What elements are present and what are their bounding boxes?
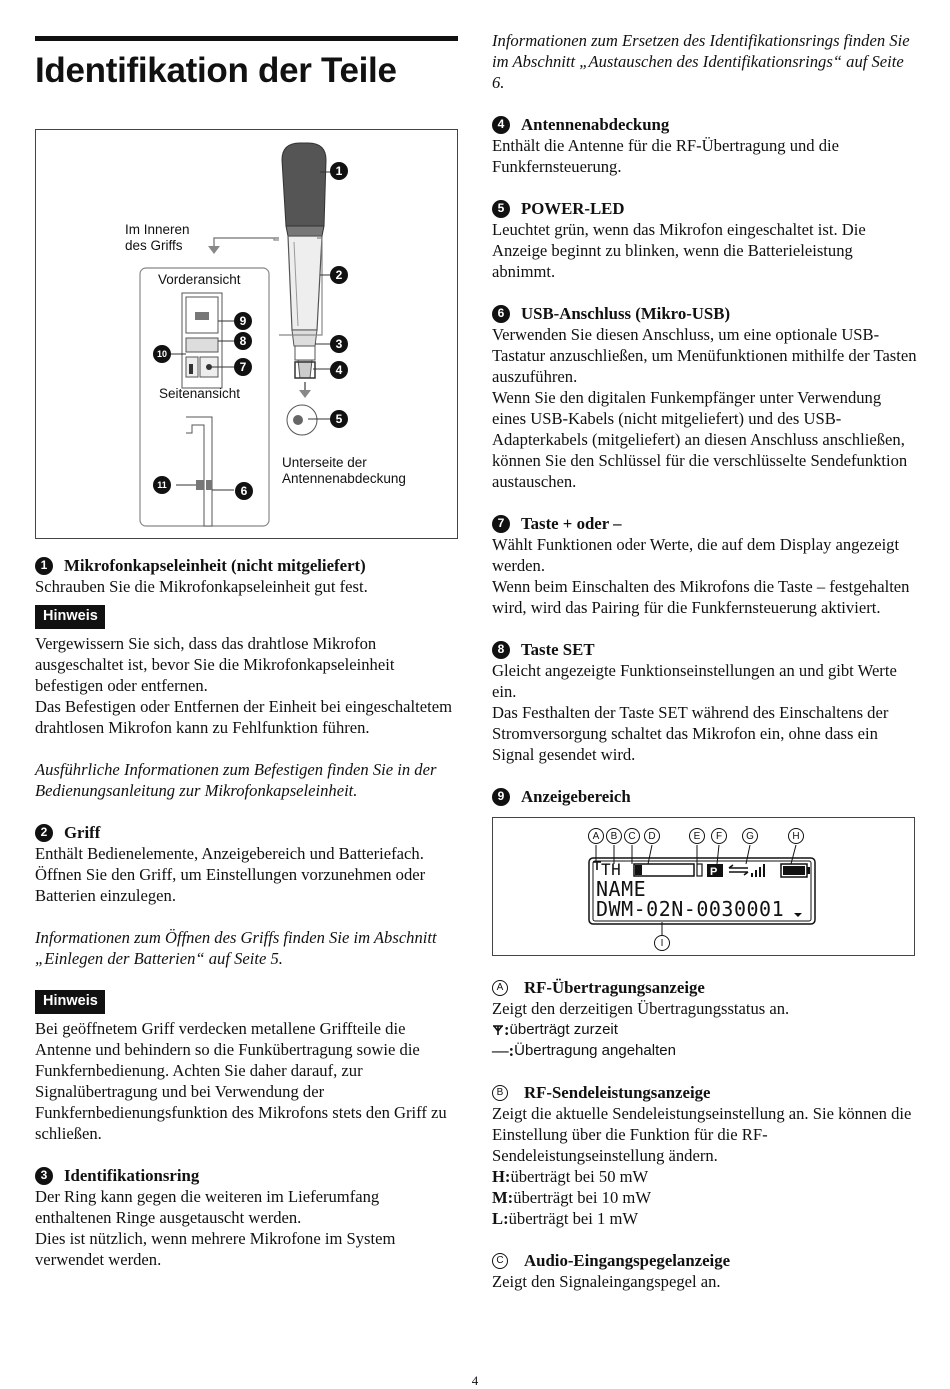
display-callout-d: D (644, 828, 660, 844)
lcd-line-0: TH (601, 860, 622, 879)
antenna-icon (492, 1023, 504, 1037)
section-3-title: Identifikationsring (64, 1166, 200, 1185)
num-badge-5: 5 (492, 200, 510, 218)
legend-power-h (492, 1166, 917, 1187)
callout-5: 5 (330, 410, 348, 428)
section-5-heading (492, 198, 917, 219)
microphone-figure (35, 129, 458, 539)
num-badge-3: 3 (35, 1167, 53, 1185)
right-column (492, 30, 917, 1292)
left-column (35, 30, 458, 1270)
num-badge-2: 2 (35, 824, 53, 842)
title-rule (35, 36, 458, 41)
callout-9: 9 (234, 312, 252, 330)
section-8-title: Taste SET (521, 640, 595, 659)
section-8-text: Gleicht angezeigte Funktionseinstellungen an und gibt Werte ein. Das Festhalten der Taste SET während des Einschaltens der Stromversorgung schaltet das Mikrofon ein, ohne dass ein Signal gesendet wird. (492, 661, 897, 764)
section-c-title: Audio-Eingangspegelanzeige (524, 1251, 731, 1270)
label-bottom-antenna: Unterseite der Antennenabdeckung (282, 455, 406, 486)
callout-3: 3 (330, 335, 348, 353)
section-2-heading (35, 822, 458, 843)
section-6-text: Verwenden Sie diesen Anschluss, um eine optionale USB-Tastatur anzuschließen, um Menüfunktionen mithilfe der Tasten auszuführen. Wenn Sie den digitalen Funkempfänger unter Verwendung eines USB-Kabels (nicht mitgeliefert) und des USB-Adapterkabels (mitgeliefert) an diesen Anschluss anschließen, können Sie den Schlüssel für die verschlüsselte Sendefunktion austauschen. (492, 325, 917, 491)
section-2-note: Informationen zum Öffnen des Griffs finden Sie im Abschnitt „Einlegen der Batterien“ auf Seite 5. (35, 928, 437, 968)
hinweis-badge-2: Hinweis (35, 990, 105, 1014)
legend-power-m (492, 1187, 917, 1208)
display-figure (492, 817, 915, 956)
callout-1: 1 (330, 162, 348, 180)
callout-6: 6 (235, 482, 253, 500)
section-6-title: USB-Anschluss (Mikro-USB) (521, 304, 731, 323)
section-2-text: Enthält Bedienelemente, Anzeigebereich und Batteriefach. Öffnen Sie den Griff, um Einstellungen vorzunehmen oder Batterien einzulegen. (35, 844, 426, 905)
section-c-heading (492, 1250, 917, 1271)
section-a-text: Zeigt den derzeitigen Übertragungsstatus an. (492, 999, 790, 1018)
legend-power-l-key: L: (492, 1209, 509, 1228)
section-2-title: Griff (64, 823, 101, 842)
section-7-title: Taste + oder – (521, 514, 622, 533)
legend-power-l-text: überträgt bei 1 mW (508, 1209, 639, 1228)
callout-7: 7 (234, 358, 252, 376)
section-b-text: Zeigt die aktuelle Sendeleistungseinstellung an. Sie können die Einstellung über die Funktion für die RF-Sendeleistungseinstellung ändern. (492, 1104, 912, 1165)
section-4-title: Antennenabdeckung (521, 115, 670, 134)
legend-power-m-text: überträgt bei 10 mW (513, 1188, 651, 1207)
display-callout-a: A (588, 828, 604, 844)
callout-11: 11 (153, 476, 171, 494)
display-callout-f: F (711, 828, 727, 844)
lcd-frame (493, 818, 914, 955)
letter-badge-c: C (492, 1253, 508, 1269)
hinweis-1-text: Vergewissern Sie sich, dass das drahtlose Mikrofon ausgeschaltet ist, bevor Sie die Mikrofonkapseleinheit befestigen oder entfernen. Das Befestigen oder Entfernen der Einheit bei eingeschaltetem drahtlosen Mikrofon kann zu Fehlfunktion führen. (35, 634, 452, 737)
section-1-text: Schrauben Sie die Mikrofonkapseleinheit gut fest. (35, 577, 368, 596)
section-1-title: Mikrofonkapseleinheit (nicht mitgeliefert) (64, 556, 366, 575)
legend-stopped-text: Übertragung angehalten (514, 1042, 676, 1059)
section-5-text: Leuchtet grün, wenn das Mikrofon eingeschaltet ist. Die Anzeige beginnt zu blinken, wenn die Batterieleistung abnimmt. (492, 220, 866, 281)
label-side-view: Seitenansicht (159, 386, 241, 401)
svg-text:P: P (710, 866, 718, 878)
section-1-heading (35, 555, 458, 576)
legend-power-h-key: H: (492, 1167, 511, 1186)
display-callout-g: G (742, 828, 758, 844)
section-9-heading (492, 786, 917, 807)
section-b-title: RF-Sendeleistungsanzeige (524, 1083, 711, 1102)
num-badge-7: 7 (492, 515, 510, 533)
letter-badge-a: A (492, 980, 508, 996)
lcd-line-2: DWM-02N-0030001 (596, 897, 785, 921)
section-7-heading (492, 513, 917, 534)
display-callout-h: H (788, 828, 804, 844)
section-8-heading (492, 639, 917, 660)
legend-stopped (492, 1040, 917, 1061)
section-a-heading (492, 977, 917, 998)
section-3-note: Informationen zum Ersetzen des Identifikationsrings finden Sie im Abschnitt „Austauschen des Identifikationsrings“ auf Seite 6. (492, 31, 910, 92)
legend-power-l (492, 1208, 917, 1229)
num-badge-6: 6 (492, 305, 510, 323)
callout-8: 8 (234, 332, 252, 350)
hinweis-2-text: Bei geöffnetem Griff verdecken metallene Griffteile die Antenne und behindern so die Funkübertragung sowie die Funkfernbedienung. Achten Sie daher darauf, zur Signalübertragung und bei Verwendung der Funkfernbedienungsfunktion des Mikrofons stets den Griff zu schließen. (35, 1019, 447, 1143)
letter-badge-b: B (492, 1085, 508, 1101)
hinweis-badge-1: Hinweis (35, 605, 105, 629)
section-9-title: Anzeigebereich (521, 787, 631, 806)
section-5-title: POWER-LED (521, 199, 625, 218)
section-c-text: Zeigt den Signaleingangspegel an. (492, 1272, 721, 1291)
section-4-heading (492, 114, 917, 135)
section-4-text: Enthält die Antenne für die RF-Übertragung und die Funkfernsteuerung. (492, 136, 840, 176)
callout-2: 2 (330, 266, 348, 284)
page-title: Identifikation der Teile (35, 51, 397, 90)
display-callout-c: C (624, 828, 640, 844)
lcd-line-1: NAME (596, 877, 647, 901)
legend-power-m-key: M: (492, 1188, 514, 1207)
num-badge-9: 9 (492, 788, 510, 806)
display-callout-e: E (689, 828, 705, 844)
display-callout-i: I (654, 935, 670, 951)
num-badge-1: 1 (35, 557, 53, 575)
section-a-title: RF-Übertragungsanzeige (524, 978, 705, 997)
num-badge-8: 8 (492, 641, 510, 659)
page-number: 4 (471, 1373, 479, 1388)
section-3-text: Der Ring kann gegen die weiteren im Lieferumfang enthaltenen Ringe ausgetauscht werden. Dies ist nützlich, wenn mehrere Mikrofone im System verwendet werden. (35, 1187, 396, 1269)
section-6-heading (492, 303, 917, 324)
section-3-heading (35, 1165, 458, 1186)
section-7-text: Wählt Funktionen oder Werte, die auf dem Display angezeigt werden. Wenn beim Einschalten des Mikrofons die Taste – festgehalten wird, wird das Pairing für die Funkfernsteuerung aktiviert. (492, 535, 910, 617)
num-badge-4: 4 (492, 116, 510, 134)
legend-transmitting-text: überträgt zurzeit (509, 1021, 618, 1038)
callout-10: 10 (153, 345, 171, 363)
section-1-note: Ausführliche Informationen zum Befestigen finden Sie in der Bedienungsanleitung zur Mikrofonkapseleinheit. (35, 760, 437, 800)
callout-4: 4 (330, 361, 348, 379)
display-callout-b: B (606, 828, 622, 844)
label-front-view: Vorderansicht (158, 272, 241, 287)
legend-stopped-key: —: (492, 1041, 515, 1060)
legend-transmitting-key: : (504, 1020, 510, 1039)
legend-power-h-text: überträgt bei 50 mW (510, 1167, 649, 1186)
section-b-heading (492, 1082, 917, 1103)
legend-transmitting (492, 1019, 917, 1040)
label-inner-grip: Im Inneren des Griffs (125, 222, 190, 253)
